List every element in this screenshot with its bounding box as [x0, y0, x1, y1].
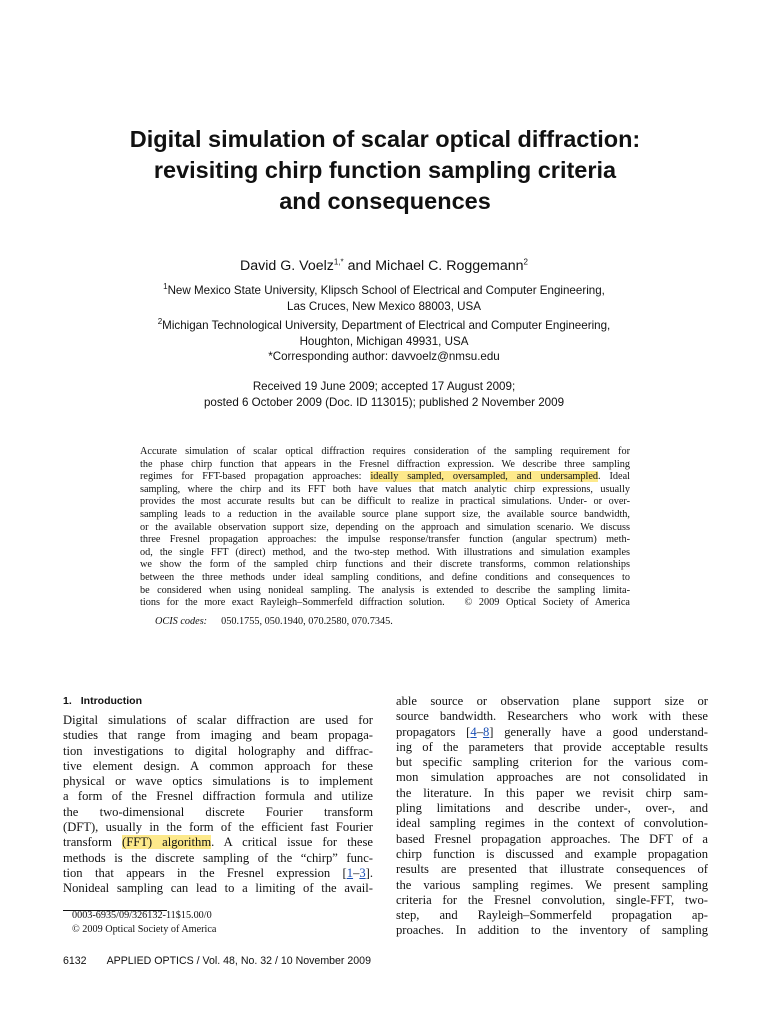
body-line: studies that range from imaging and beam propaga- — [63, 728, 373, 743]
paper-title — [80, 124, 690, 217]
body-line: Digital simulations of scalar diffraction are used for — [63, 713, 373, 727]
affiliation-1-mark: 1 — [163, 282, 168, 292]
abstract-line: sampling, where the chirp and its FFT both have values that match analytic chirp expressions, usually — [140, 483, 630, 495]
body-line: methods is the discrete sampling of the “chirp” func- — [63, 850, 373, 865]
footnote-line-1: 0003-6935/09/326132-11$15.00/0 — [72, 910, 212, 921]
highlighted-text: ideally sampled, oversampled, and undersampled — [370, 471, 599, 483]
footnote — [72, 909, 216, 937]
reference-link[interactable]: 3 — [359, 865, 366, 880]
abstract-line: we show the form of the sampled chirp functions and their discrete transforms, common relationships — [140, 559, 630, 571]
abstract-line: od, the single FFT (direct) method, and the two-step method. With illustrations and simulation examples — [140, 546, 630, 558]
author-voelz-affiliation-mark: 1,* — [333, 257, 344, 267]
body-text: ]. — [365, 865, 373, 880]
abstract-line: tions for the more exact Rayleigh–Sommerfeld diffraction solution. © 2009 Optical Society of America — [140, 597, 630, 609]
highlighted-text: (FFT) algorithm — [122, 835, 212, 850]
body-line — [63, 866, 373, 881]
abstract-line — [140, 471, 630, 484]
body-text: transform — [63, 835, 123, 850]
page-number: 6132 — [63, 955, 87, 967]
left-column-body — [63, 713, 373, 897]
corresponding-author: *Corresponding author: davvoelz@nmsu.edu — [268, 350, 500, 363]
body-line: a form of the Fresnel diffraction formula and utilize — [63, 789, 373, 804]
body-text: – — [353, 865, 360, 880]
body-text: tion that appears in the Fresnel expression [ — [63, 865, 347, 880]
abstract-line: the phase chirp function that appears in the Fresnel diffraction expression. We describe three sampling — [140, 458, 630, 470]
page-footer — [63, 955, 391, 967]
abstract-line: provides the most accurate results but can be difficult to realize in practical simulations. Under- or over- — [140, 496, 630, 508]
section-heading — [63, 694, 373, 713]
affiliation-2-line-1: Michigan Technological University, Department of Electrical and Computer Engineering, — [162, 319, 611, 332]
author-list — [0, 258, 768, 274]
body-line: pling limitations and describe under-, over-, and — [396, 801, 708, 816]
abstract-text: . Ideal — [598, 471, 630, 483]
body-line: step, and Rayleigh–Sommerfeld propagation ap- — [396, 908, 708, 923]
body-line: but specific sampling criterion for the various com- — [396, 755, 708, 770]
title-line-1: Digital simulation of scalar optical diffraction: — [129, 126, 641, 152]
body-line: mon simulation approaches are not consolidated in — [396, 770, 708, 785]
title-line-2: revisiting chirp function sampling criteria — [153, 157, 617, 183]
body-text: – — [476, 724, 483, 739]
abstract-text: regimes for FFT-based propagation approaches: — [140, 471, 371, 483]
body-line: criteria for the Fresnel convolution, single-FFT, two- — [396, 892, 708, 907]
journal-citation: APPLIED OPTICS / Vol. 48, No. 32 / 10 November 2009 — [106, 955, 371, 967]
body-line: ing of the parameters that provide acceptable results — [396, 739, 708, 754]
affiliation-1-line-2: Las Cruces, New Mexico 88003, USA — [287, 299, 481, 313]
body-line: results are presented that illustrate consequences of — [396, 862, 708, 877]
body-line: chirp function is discussed and example propagation — [396, 846, 708, 861]
author-roggemann: Michael C. Roggemann — [375, 258, 524, 274]
body-line — [63, 835, 373, 850]
body-line: proaches. In addition to the inventory of sampling — [396, 923, 708, 938]
body-line: Nonideal sampling can lead to a limiting of the avail- — [63, 881, 373, 896]
author-conjunction: and — [343, 258, 376, 274]
reference-link[interactable]: 8 — [482, 724, 490, 739]
abstract-line: be considered when using nonideal sampling. The analysis is extended to describe the sampling limita- — [140, 584, 630, 596]
affiliation-2 — [0, 318, 768, 365]
body-line: source bandwidth. Researchers who work with these — [396, 709, 708, 724]
abstract-line: between the three methods under ideal sampling conditions, and define conditions and consequences to — [140, 571, 630, 583]
body-text: propagators [ — [396, 724, 471, 739]
reference-link[interactable]: 4 — [470, 724, 477, 739]
body-text: ] generally have a good understand- — [489, 724, 709, 739]
received-line-2: posted 6 October 2009 (Doc. ID 113015); published 2 November 2009 — [203, 395, 565, 409]
right-column — [396, 694, 708, 939]
left-column — [63, 694, 373, 897]
title-line-3: and consequences — [279, 188, 491, 214]
reference-link[interactable]: 1 — [346, 865, 354, 880]
abstract-line: sampling leads to a reduction in the available source plane support size, the available source bandwidth, — [140, 508, 630, 520]
received-line-1: Received 19 June 2009; accepted 17 August 2009; — [252, 380, 516, 393]
body-line: the two-dimensional discrete Fourier transform — [63, 804, 373, 819]
body-line: the various sampling regimes. We present sampling — [396, 877, 708, 892]
body-text: . A critical issue for these — [211, 835, 374, 850]
affiliation-1 — [0, 283, 768, 314]
section-title: Introduction — [80, 695, 143, 707]
body-line: physical or wave optics simulations is to implement — [63, 774, 373, 789]
author-roggemann-affiliation-mark: 2 — [523, 257, 528, 267]
body-line: tion investigations to digital holography and diffrac- — [63, 743, 373, 758]
body-line: based Fresnel propagation approaches. The DFT of a — [396, 831, 708, 846]
body-line — [396, 725, 708, 740]
body-line: tive element design. A common approach for these — [63, 758, 373, 773]
affiliation-2-mark: 2 — [157, 317, 163, 327]
section-number: 1. — [63, 695, 72, 707]
footnote-line-2: © 2009 Optical Society of America — [72, 923, 217, 935]
affiliation-2-line-2: Houghton, Michigan 49931, USA — [299, 334, 469, 348]
body-line: (DFT), usually in the form of the efficient fast Fourier — [63, 820, 373, 835]
abstract-line: three Fresnel propagation approaches: the impulse response/transfer function (angular spectrum) meth- — [140, 534, 630, 546]
ocis-values: 050.1755, 050.1940, 070.2580, 070.7345. — [221, 616, 393, 627]
author-voelz: David G. Voelz — [240, 258, 334, 274]
abstract-line: or the available observation support size, depending on the approach and simulation scenario. We discuss — [140, 521, 630, 533]
body-line: ideal sampling regimes in the context of convolution- — [396, 816, 708, 831]
abstract — [140, 446, 630, 610]
body-line: the literature. In this paper we revisit chirp sam- — [396, 785, 708, 800]
ocis-label: OCIS codes: — [155, 616, 208, 627]
affiliation-1-line-1: New Mexico State University, Klipsch School of Electrical and Computer Engineering, — [167, 284, 605, 297]
received-dates — [0, 379, 768, 410]
ocis-codes — [155, 616, 393, 627]
body-line: able source or observation plane support size or — [396, 694, 708, 708]
abstract-line: Accurate simulation of scalar optical diffraction requires consideration of the sampling requirement for — [140, 446, 630, 457]
